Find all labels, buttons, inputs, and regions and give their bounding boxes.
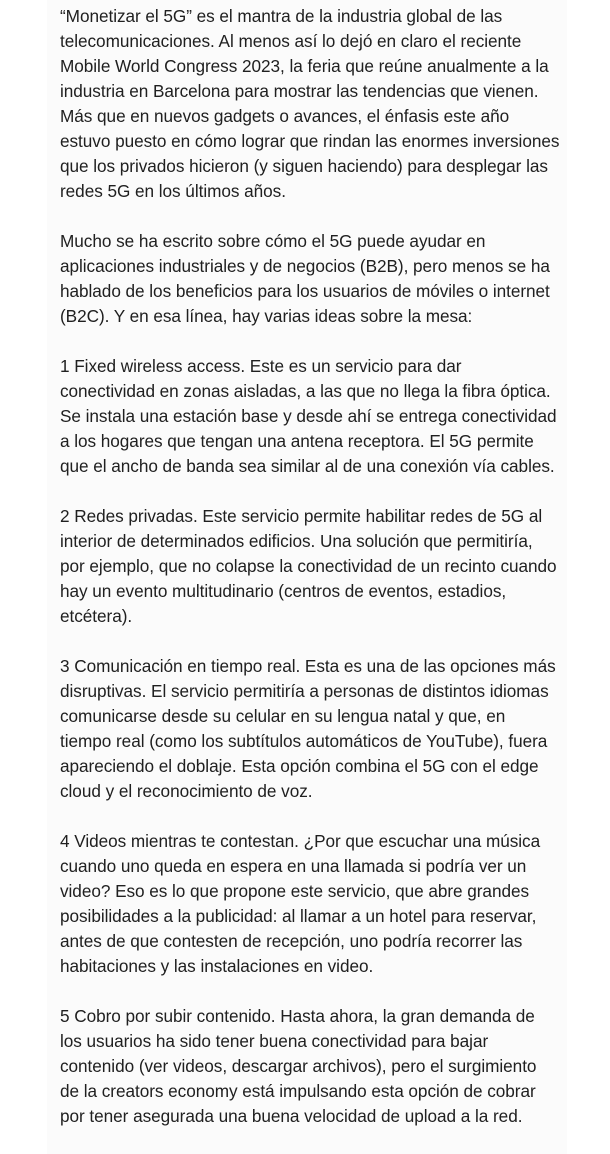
paragraph-videos-while-waiting: 4 Videos mientras te contestan. ¿Por que escuchar una música cuando uno queda en espera en una llamada si podría ver un video? Eso es lo que propone este servicio, que abre grandes posibilidades a la publicidad: al llamar a un hotel para reservar, antes de que contesten de recepción, uno podría recorrer las habitaciones y las instalaciones en video. [60,831,541,976]
article-body [47,0,567,1154]
paragraph-intro: “Monetizar el 5G” es el mantra de la industria global de las telecomunicaciones. Al menos así lo dejó en claro el reciente Mobile World Congress 2023, la feria que reúne anualmente a la industria en Barcelona para mostrar las tendencias que vienen. Más que en nuevos gadgets o avances, el énfasis este año estuvo puesto en cómo lograr que rindan las enormes inversiones que los privados hicieron (y siguen haciendo) para desplegar las redes 5G en los últimos años. [60,6,560,201]
paragraph-fixed-wireless-access: 1 Fixed wireless access. Este es un servicio para dar conectividad en zonas aisladas, a las que no llega la fibra óptica. Se instala una estación base y desde ahí se entrega conectividad a los hogares que tengan una antena receptora. El 5G permite que el ancho de banda sea similar al de una conexión vía cables. [60,356,557,476]
paragraph-private-networks: 2 Redes privadas. Este servicio permite habilitar redes de 5G al interior de determinados edificios. Una solución que permitiría, por ejemplo, que no colapse la conectividad de un recinto cuando hay un evento multitudinario (centros de eventos, estadios, etcétera). [60,506,557,626]
paragraph-real-time-communication: 3 Comunicación en tiempo real. Esta es una de las opciones más disruptivas. El servicio permitiría a personas de distintos idiomas comunicarse desde su celular en su lengua natal y que, en tiempo real (como los subtítulos automáticos de YouTube), fuera apareciendo el doblaje. Esta opción combina el 5G con el edge cloud y el reconocimiento de voz. [60,656,556,801]
paragraph-context: Mucho se ha escrito sobre cómo el 5G puede ayudar en aplicaciones industriales y de negocios (B2B), pero menos se ha hablado de los beneficios para los usuarios de móviles o internet (B2C). Y en esa línea, hay varias ideas sobre la mesa: [60,231,550,326]
paragraph-upload-charging: 5 Cobro por subir contenido. Hasta ahora, la gran demanda de los usuarios ha sido tener buena conectividad para bajar contenido (ver videos, descargar archivos), pero el surgimiento de la creators economy está impulsando esta opción de cobrar por tener asegurada una buena velocidad de upload a la red. [60,1006,537,1126]
